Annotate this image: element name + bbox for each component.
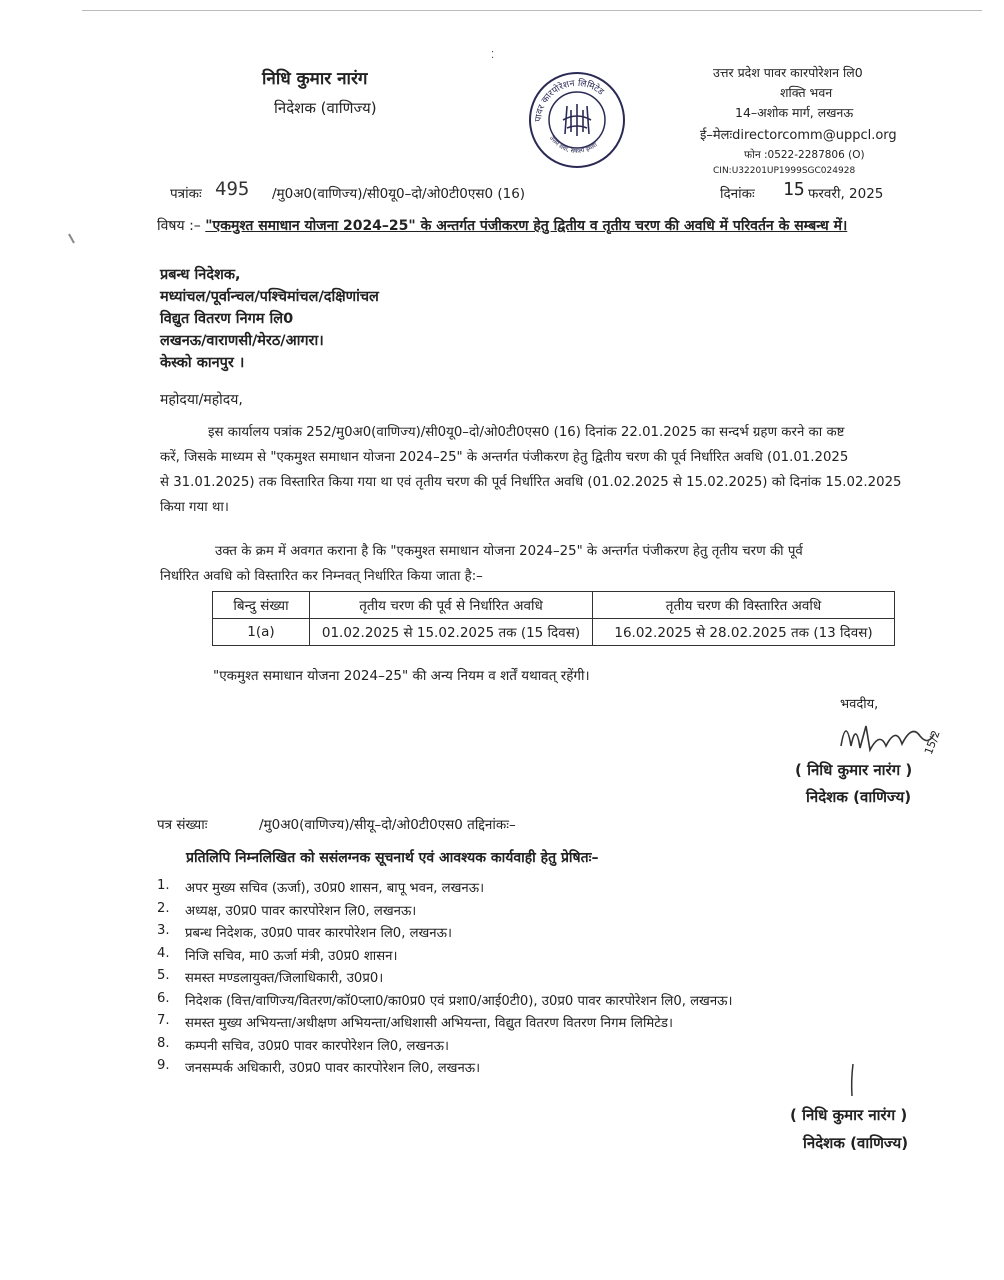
para1-line: किया गया था। (160, 500, 229, 515)
addressee-line: केस्को कानपुर । (160, 355, 245, 371)
subject-line (157, 216, 847, 235)
org-name: उत्तर प्रदेश पावर कारपोरेशन लि0 (713, 65, 863, 80)
table-cell: 1(a) (213, 619, 310, 646)
seal-emblem-icon (563, 104, 591, 136)
addressee-line: प्रबन्ध निदेशक, (160, 267, 241, 283)
seal-bottom-text: उत्तम सेवा, संकल्प हमारा (548, 134, 599, 155)
copy-signer-name: ( निधि कुमार नारंग ) (790, 1106, 908, 1124)
list-item: 5. समस्त मण्डलायुक्त/जिलाधिकारी, उ0प्र0। (157, 968, 384, 986)
para1-line: करें, जिसके माध्यम से "एकमुश्त समाधान योजना 2024–25" के अन्तर्गत पंजीकरण हेतु द्वितीय चरण की पूर्व निर्धारित अवधि (01.01.2025 (160, 450, 849, 465)
punch-mark: ⁚ (491, 50, 495, 61)
svg-text:उत्तम सेवा, संकल्प हमारा (548, 135, 599, 155)
body-paragraph-1 (160, 420, 955, 520)
addressee-line: मध्यांचल/पूर्वान्चल/पश्चिमांचल/दक्षिणांचल (160, 289, 379, 305)
list-item: 2. अध्यक्ष, उ0प्र0 पावर कारपोरेशन लि0, लखनऊ। (157, 900, 417, 919)
initial-mark (847, 1062, 857, 1098)
list-item: 6. निदेशक (वित्त/वाणिज्य/वितरण/कॉ0प्ला0/का0प्र0 एवं प्रशा0/आई0टी0), उ0प्र0 पावर कारपोरेशन लि0, लखनऊ। (157, 990, 733, 1009)
salutation: महोदया/महोदय, (160, 392, 243, 408)
list-item: 1. अपर मुख्य सचिव (ऊर्जा), उ0प्र0 शासन, बापू भवन, लखनऊ। (157, 878, 485, 896)
copy-ref-label: पत्र संख्याः (157, 817, 208, 833)
list-item: 3. प्रबन्ध निदेशक, उ0प्र0 पावर कारपोरेशन लि0, लखनऊ। (157, 923, 452, 941)
ref-label: पत्रांकः (170, 186, 202, 202)
top-rule (82, 10, 982, 11)
ref-code: /मु0अ0(वाणिज्य)/सी0यू0–दो/ओ0टी0एस0 (16) (272, 186, 526, 202)
subject-text: "एकमुश्त समाधान योजना 2024–25" के अन्तर्गत पंजीकरण हेतु द्वितीय व तृतीय चरण की अवधि में परिवर्तन के सम्बन्ध में। (205, 218, 848, 234)
date-day: 15 (783, 179, 805, 200)
table-header: बिन्दु संख्या (213, 592, 310, 619)
para2-line: निर्धारित अवधि को विस्तारित कर निम्नवत् निर्धारित किया जाता है:– (160, 569, 483, 584)
signer-designation: निदेशक (वाणिज्य) (806, 788, 912, 806)
ref-number: 495 (215, 178, 250, 200)
closing-line: "एकमुश्त समाधान योजना 2024–25" की अन्य नियम व शर्तें यथावत् रहेंगी। (213, 668, 590, 684)
table-header: तृतीय चरण की विस्तारित अवधि (593, 592, 895, 619)
para1-line: इस कार्यालय पत्रांक 252/मु0अ0(वाणिज्य)/सी0यू0–दो/ओ0टी0एस0 (16) दिनांक 22.01.2025 का सन्दर्भ ग्रहण करने का कष्ट (208, 425, 845, 440)
copy-heading: प्रतिलिपि निम्नलिखित को ससंलग्नक सूचनार्थ एवं आवश्यक कार्यवाही हेतु प्रेषितः– (186, 850, 599, 866)
list-item: 4. निजि सचिव, मा0 ऊर्जा मंत्री, उ0प्र0 शासन। (157, 945, 398, 964)
org-email: ई–मेलःdirectorcomm@uppcl.org (700, 128, 897, 143)
signature-date: 15/2 (922, 728, 943, 757)
schedule-table (212, 591, 895, 646)
org-address: 14–अशोक मार्ग, लखनऊ (735, 105, 854, 120)
para2-line: उक्त के क्रम में अवगत कराना है कि "एकमुश्त समाधान योजना 2024–25" के अन्तर्गत पंजीकरण हेतु तृतीय चरण की पूर्व (215, 544, 803, 559)
addressee-line: लखनऊ/वाराणसी/मेरठ/आगरा। (160, 333, 324, 349)
table-row (213, 619, 895, 646)
svg-text:पावर कारपोरेशन लिमिटेड (534, 77, 606, 123)
table-header-row (213, 592, 895, 619)
list-item: 8. कम्पनी सचिव, उ0प्र0 पावर कारपोरेशन लि0, लखनऊ। (157, 1035, 449, 1054)
seal-ring-text: पावर कारपोरेशन लिमिटेड (533, 78, 606, 123)
table-cell: 16.02.2025 से 28.02.2025 तक (13 दिवस) (593, 619, 895, 646)
company-seal-logo (527, 70, 627, 170)
para1-line: से 31.01.2025) तक विस्तारित किया गया था एवं तृतीय चरण की पूर्व निर्धारित अवधि (01.02.2025 से 15.02.2025) को दिनांक 15.02.2025 (160, 475, 902, 490)
addressee-block (160, 264, 379, 374)
smudge-mark (68, 233, 76, 245)
letterhead-name: निधि कुमार नारंग (262, 69, 368, 89)
list-item: 9. जनसम्पर्क अधिकारी, उ0प्र0 पावर कारपोरेशन लि0, लखनऊ। (157, 1058, 481, 1076)
org-building: शक्ति भवन (780, 85, 833, 100)
yours-faithfully: भवदीय, (840, 697, 879, 712)
copy-list (157, 878, 733, 1081)
signer-name: ( निधि कुमार नारंग ) (795, 761, 913, 779)
date-label: दिनांकः (720, 186, 755, 202)
copy-ref-code: /मु0अ0(वाणिज्य)/सीयू–दो/ओ0टी0एस0 तद्दिनांकः– (259, 817, 516, 833)
subject-prefix: विषय :– (157, 218, 206, 234)
list-item: 7. समस्त मुख्य अभियन्ता/अधीक्षण अभियन्ता/अधिशासी अभियन्ता, विद्युत वितरण वितरण निगम लिमिटेड। (157, 1013, 673, 1031)
org-cin: CIN:U32201UP1999SGC024928 (713, 166, 856, 176)
letterhead-designation: निदेशक (वाणिज्य) (274, 99, 377, 117)
copy-signer-designation: निदेशक (वाणिज्य) (803, 1134, 909, 1152)
table-cell: 01.02.2025 से 15.02.2025 तक (15 दिवस) (310, 619, 593, 646)
date-rest: फरवरी, 2025 (808, 186, 884, 202)
addressee-line: विद्युत वितरण निगम लि0 (160, 311, 294, 327)
table-header: तृतीय चरण की पूर्व से निर्धारित अवधि (310, 592, 593, 619)
org-phone: फोन :0522-2287806 (O) (744, 149, 865, 161)
body-paragraph-2 (160, 539, 955, 589)
